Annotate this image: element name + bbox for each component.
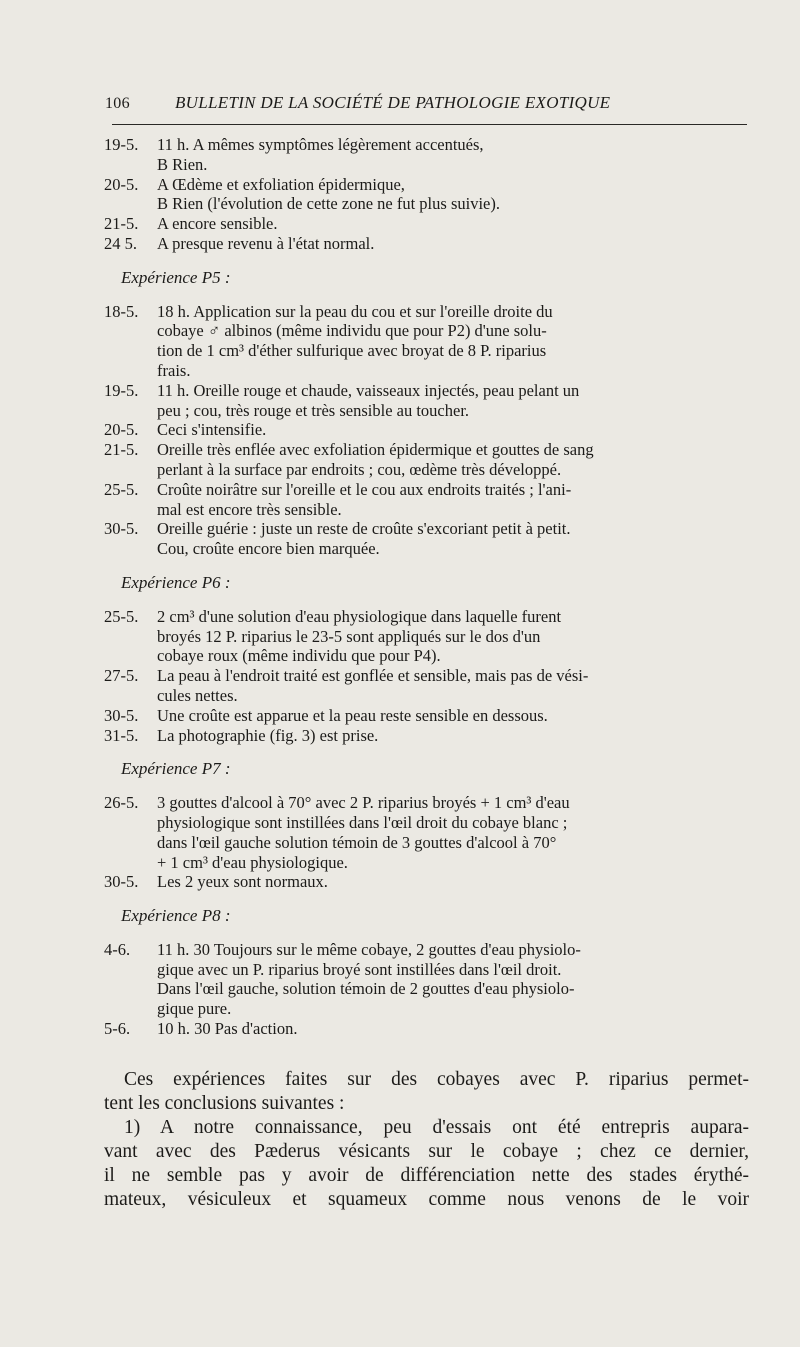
conclusion-line: 1) A notre connaissance, peu d'essais ont été entrepris aupara- bbox=[124, 1117, 749, 1138]
log-entry bbox=[104, 607, 764, 666]
entry-line: gique avec un P. riparius broyé sont instillées dans l'œil droit. bbox=[157, 959, 562, 979]
log-entry bbox=[104, 381, 764, 421]
entry-date: 30-5. bbox=[104, 519, 139, 539]
entry-line: physiologique sont instillées dans l'œil droit du cobaye blanc ; bbox=[157, 812, 568, 832]
entry-date: 21-5. bbox=[104, 440, 139, 460]
conclusion-paragraph bbox=[104, 1068, 749, 1212]
entry-line: 2 cm³ d'une solution d'eau physiologique dans laquelle furent bbox=[157, 606, 562, 626]
log-entry bbox=[104, 940, 764, 1019]
entry-line: Oreille guérie : juste un reste de croûte s'excoriant petit à petit. bbox=[157, 519, 571, 539]
entry-line: 10 h. 30 Pas d'action. bbox=[157, 1019, 298, 1039]
page-number: 106 bbox=[105, 95, 130, 112]
entry-line: Les 2 yeux sont normaux. bbox=[157, 872, 328, 892]
log-entry bbox=[104, 1019, 764, 1039]
log-entry bbox=[104, 706, 764, 726]
entry-line: + 1 cm³ d'eau physiologique. bbox=[157, 852, 348, 872]
log-entry bbox=[104, 666, 764, 706]
log-entry bbox=[104, 793, 764, 872]
log-entry bbox=[104, 135, 764, 175]
experiment-heading: Expérience P7 : bbox=[121, 759, 231, 779]
entry-line: mal est encore très sensible. bbox=[157, 499, 342, 519]
entry-line: 11 h. 30 Toujours sur le même cobaye, 2 gouttes d'eau physiolo- bbox=[157, 939, 581, 959]
entry-line: perlant à la surface par endroits ; cou, œdème très développé. bbox=[157, 459, 562, 479]
entry-date: 20-5. bbox=[104, 420, 139, 440]
entry-date: 18-5. bbox=[104, 301, 139, 321]
entry-line: 18 h. Application sur la peau du cou et sur l'oreille droite du bbox=[157, 301, 553, 321]
entry-line: Dans l'œil gauche, solution témoin de 2 gouttes d'eau physiolo- bbox=[157, 979, 575, 999]
journal-title: BULLETIN DE LA SOCIÉTÉ DE PATHOLOGIE EXOTIQUE bbox=[175, 93, 611, 112]
entry-date: 20-5. bbox=[104, 174, 139, 194]
entry-line: B Rien (l'évolution de cette zone ne fut plus suivie). bbox=[157, 194, 500, 214]
log-entry bbox=[104, 519, 764, 559]
entry-line: Ceci s'intensifie. bbox=[157, 420, 267, 440]
entry-date: 30-5. bbox=[104, 872, 139, 892]
entry-date: 19-5. bbox=[104, 380, 139, 400]
log-entry bbox=[104, 214, 764, 234]
entry-line: Cou, croûte encore bien marquée. bbox=[157, 539, 380, 559]
running-head bbox=[105, 92, 750, 118]
entry-date: 27-5. bbox=[104, 666, 139, 686]
log-entry bbox=[104, 175, 764, 215]
entry-line: cobaye ♂ albinos (même individu que pour P2) d'une solu- bbox=[157, 321, 547, 341]
entry-date: 26-5. bbox=[104, 793, 139, 813]
entry-line: cules nettes. bbox=[157, 685, 238, 705]
entry-date: 25-5. bbox=[104, 606, 139, 626]
entry-line: 11 h. Oreille rouge et chaude, vaisseaux injectés, peau pelant un bbox=[157, 380, 580, 400]
experiment-heading: Expérience P6 : bbox=[121, 572, 231, 592]
entry-line: frais. bbox=[157, 360, 191, 380]
conclusion-line: Ces expériences faites sur des cobayes avec P. riparius permet- bbox=[124, 1069, 749, 1090]
entry-line: Une croûte est apparue et la peau reste sensible en dessous. bbox=[157, 705, 548, 725]
conclusion-line: il ne semble pas y avoir de différenciation nette des stades érythé- bbox=[104, 1165, 749, 1186]
entry-line: Croûte noirâtre sur l'oreille et le cou aux endroits traités ; l'ani- bbox=[157, 479, 572, 499]
conclusion-line: vant avec des Pæderus vésicants sur le cobaye ; chez ce dernier, bbox=[104, 1141, 749, 1162]
entry-date: 21-5. bbox=[104, 214, 139, 234]
entry-line: Oreille très enflée avec exfoliation épidermique et gouttes de sang bbox=[157, 440, 594, 460]
log-entry bbox=[104, 872, 764, 892]
entry-line: 3 gouttes d'alcool à 70° avec 2 P. riparius broyés + 1 cm³ d'eau bbox=[157, 793, 570, 813]
log-entry bbox=[104, 726, 764, 746]
entry-date: 19-5. bbox=[104, 135, 139, 154]
entry-line: A presque revenu à l'état normal. bbox=[157, 233, 375, 253]
entry-date: 5-6. bbox=[104, 1019, 131, 1039]
experiment-heading: Expérience P8 : bbox=[121, 906, 231, 926]
experiment-heading: Expérience P5 : bbox=[121, 267, 231, 287]
entry-line: tion de 1 cm³ d'éther sulfurique avec broyat de 8 P. riparius bbox=[157, 341, 547, 361]
log-entry bbox=[104, 480, 764, 520]
entry-line: broyés 12 P. riparius le 23-5 sont appliqués sur le dos d'un bbox=[157, 626, 541, 646]
entry-line: B Rien. bbox=[157, 154, 208, 174]
entry-line: A encore sensible. bbox=[157, 214, 278, 234]
entry-line: A Œdème et exfoliation épidermique, bbox=[157, 174, 405, 194]
log-entry bbox=[104, 420, 764, 440]
entry-line: peu ; cou, très rouge et très sensible au toucher. bbox=[157, 400, 470, 420]
header-rule bbox=[112, 124, 747, 125]
entry-line: gique pure. bbox=[157, 999, 232, 1019]
entry-date: 4-6. bbox=[104, 939, 131, 959]
log-entry bbox=[104, 234, 764, 254]
entry-line: cobaye roux (même individu que pour P4). bbox=[157, 646, 441, 666]
entry-line: 11 h. A mêmes symptômes légèrement accentués, bbox=[157, 135, 484, 154]
entry-date: 31-5. bbox=[104, 725, 139, 745]
experiment-log bbox=[104, 135, 764, 1039]
log-entry bbox=[104, 440, 764, 480]
conclusion-line: mateux, vésiculeux et squameux comme nous venons de le voir bbox=[104, 1189, 749, 1210]
entry-line: La photographie (fig. 3) est prise. bbox=[157, 725, 379, 745]
entry-date: 25-5. bbox=[104, 479, 139, 499]
entry-date: 24 5. bbox=[104, 233, 137, 253]
log-entry bbox=[104, 302, 764, 381]
entry-line: La peau à l'endroit traité est gonflée et sensible, mais pas de vési- bbox=[157, 666, 589, 686]
conclusion-line: tent les conclusions suivantes : bbox=[104, 1093, 345, 1114]
entry-line: dans l'œil gauche solution témoin de 3 gouttes d'alcool à 70° bbox=[157, 832, 557, 852]
entry-date: 30-5. bbox=[104, 705, 139, 725]
